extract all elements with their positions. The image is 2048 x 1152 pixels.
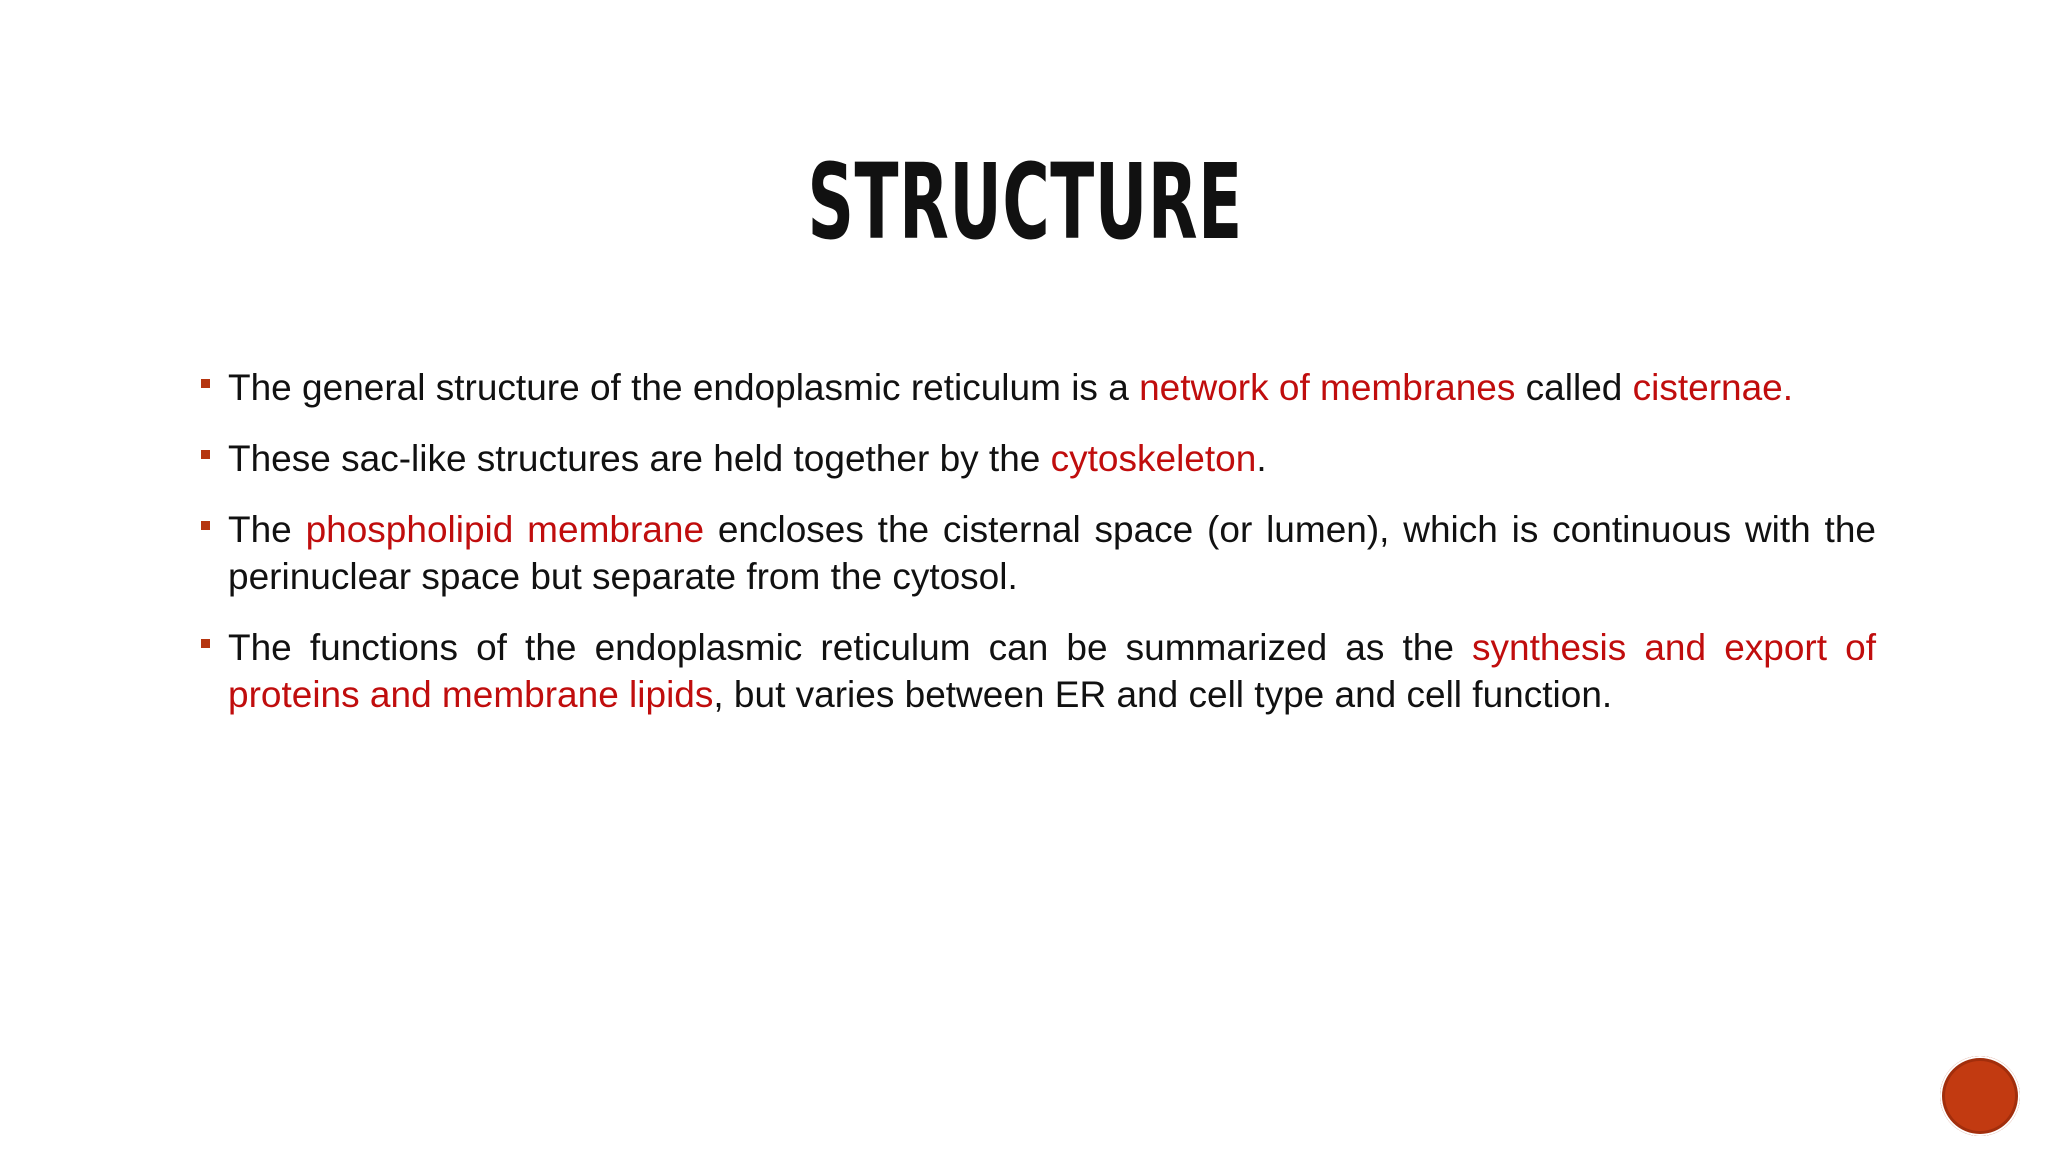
highlighted-term: network of membranes: [1139, 367, 1516, 408]
text-segment: encloses the cisternal space (or lumen), which is continuous with the perinuclear space but separate from the cytosol.: [228, 509, 1876, 597]
text-segment: The: [228, 509, 306, 550]
page-number-badge-icon: [1940, 1056, 2020, 1136]
bullet-item: [228, 435, 1876, 482]
bullet-list: [228, 364, 1876, 742]
highlighted-term: cisternae.: [1632, 367, 1794, 408]
square-bullet-icon: [201, 450, 210, 459]
bullet-item: [228, 624, 1876, 718]
highlighted-term: cytoskeleton: [1050, 438, 1257, 479]
square-bullet-icon: [201, 639, 210, 648]
highlighted-term: synthesis and export of proteins and membrane lipids: [228, 627, 1877, 715]
bullet-item: [228, 506, 1876, 600]
slide-title: STRUCTURE: [807, 141, 1243, 263]
square-bullet-icon: [201, 379, 210, 388]
text-segment: The functions of the endoplasmic reticulum can be summarized as the: [228, 627, 1473, 668]
bullet-item: [228, 364, 1876, 411]
text-segment: , but varies between ER and cell type and cell function.: [713, 674, 1613, 715]
text-segment: called: [1515, 367, 1633, 408]
text-segment: .: [1256, 438, 1267, 479]
text-segment: These sac-like structures are held together by the: [228, 438, 1051, 479]
highlighted-term: phospholipid membrane: [305, 509, 705, 550]
text-segment: The general structure of the endoplasmic reticulum is a: [228, 367, 1140, 408]
square-bullet-icon: [201, 521, 210, 530]
